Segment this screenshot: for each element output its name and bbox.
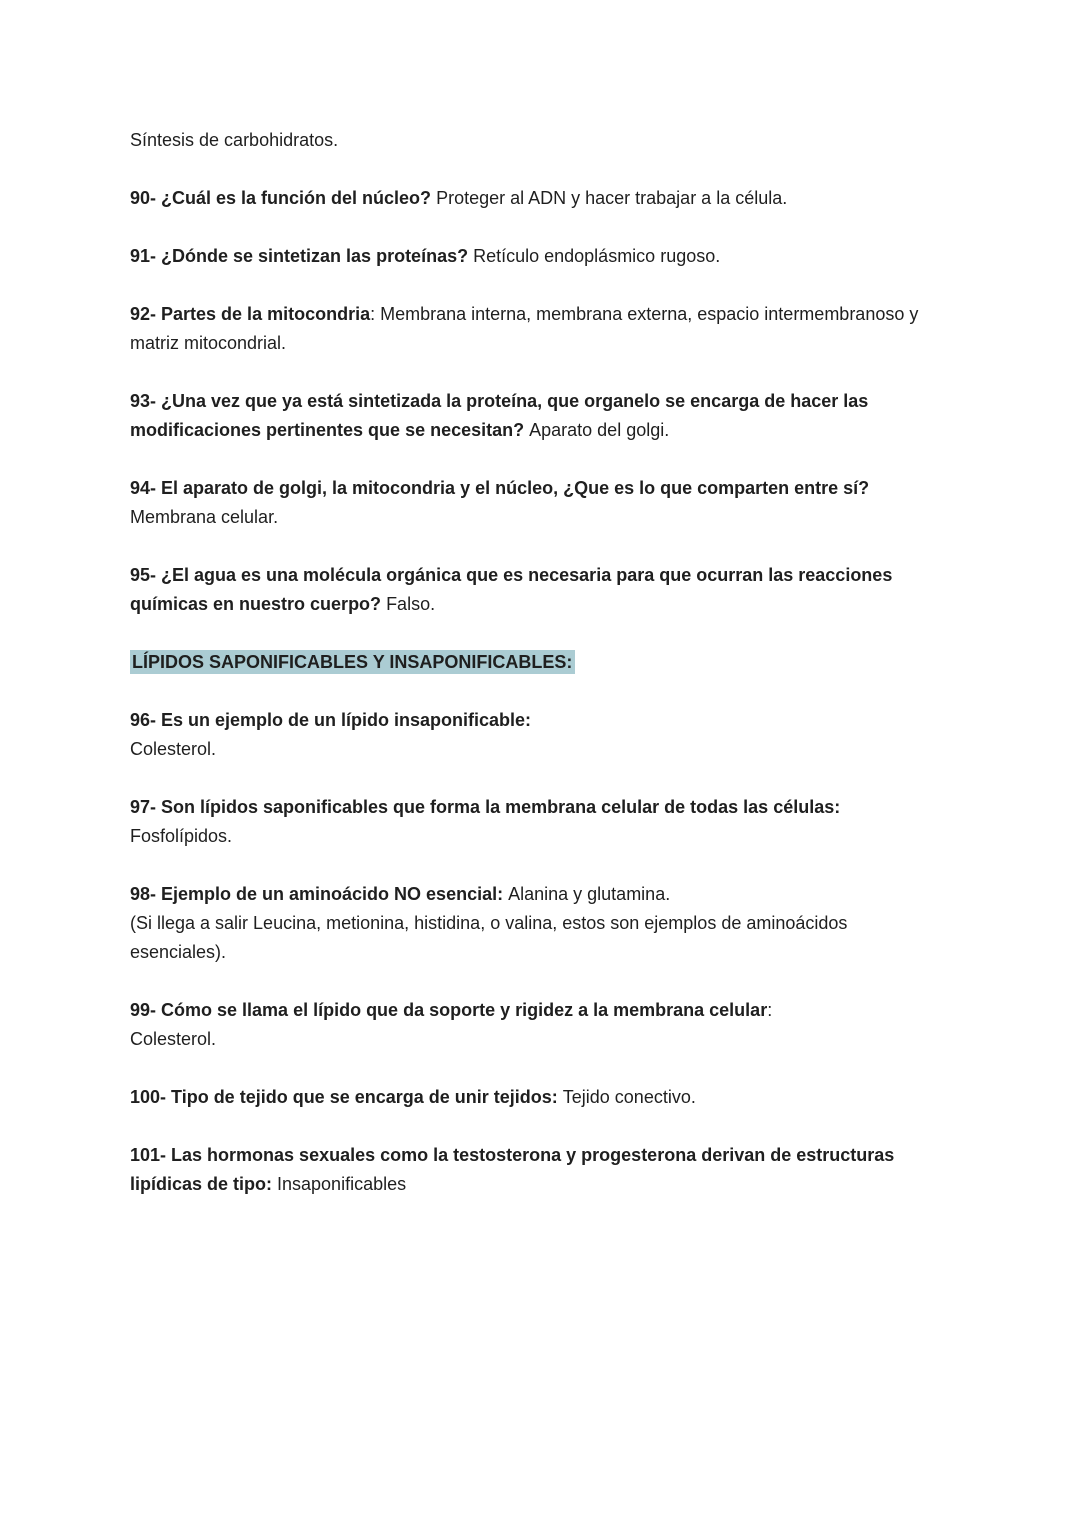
question-99 <box>130 996 932 1054</box>
question-96 <box>130 706 932 764</box>
question-text: 97- Son lípidos saponificables que forma la membrana celular de todas las células: <box>130 797 846 817</box>
question-text: 91- ¿Dónde se sintetizan las proteínas? <box>130 246 474 266</box>
answer-text: Insaponificables <box>277 1174 407 1194</box>
question-90 <box>130 184 932 213</box>
answer-text: Tejido conectivo. <box>562 1087 696 1107</box>
answer-text: Colesterol. <box>130 1029 217 1049</box>
question-95 <box>130 561 932 619</box>
answer-text: Fosfolípidos. <box>130 826 233 846</box>
document-body <box>130 126 932 1199</box>
question-98 <box>130 880 932 967</box>
question-91 <box>130 242 932 271</box>
question-92 <box>130 300 932 358</box>
question-text: 95- ¿El agua es una molécula orgánica que es necesaria para que ocurran las reacciones químicas en nuestro cuerpo? <box>130 565 898 614</box>
question-text: 94- El aparato de golgi, la mitocondria y el núcleo, ¿Que es lo que comparten entre sí? <box>130 478 875 498</box>
answer-continuation <box>130 126 932 155</box>
question-93 <box>130 387 932 445</box>
answer-text: Alanina y glutamina. <box>508 884 671 904</box>
answer-text: : <box>767 1000 773 1020</box>
section-heading-text: LÍPIDOS SAPONIFICABLES Y INSAPONIFICABLES: <box>130 650 575 674</box>
answer-text: : Membrana interna, membrana externa, espacio intermembranoso y matriz mitocondrial. <box>130 304 924 353</box>
question-text: 93- ¿Una vez que ya está sintetizada la proteína, que organelo se encarga de hacer las modificaciones pertinentes que se necesitan? <box>130 391 874 440</box>
question-94 <box>130 474 932 532</box>
question-text: 98- Ejemplo de un aminoácido NO esencial: <box>130 884 509 904</box>
answer-text: Falso. <box>386 594 436 614</box>
answer-text: (Si llega a salir Leucina, metionina, histidina, o valina, estos son ejemplos de aminoácidos esenciales). <box>130 913 853 962</box>
answer-text: Retículo endoplásmico rugoso. <box>473 246 721 266</box>
question-text: 96- Es un ejemplo de un lípido insaponificable: <box>130 710 532 730</box>
answer-text: Proteger al ADN y hacer trabajar a la célula. <box>436 188 788 208</box>
section-heading-lipidos <box>130 648 932 677</box>
question-text: 90- ¿Cuál es la función del núcleo? <box>130 188 437 208</box>
question-text: 99- Cómo se llama el lípido que da soporte y rigidez a la membrana celular <box>130 1000 768 1020</box>
question-100 <box>130 1083 932 1112</box>
question-97 <box>130 793 932 851</box>
question-101 <box>130 1141 932 1199</box>
question-text: 100- Tipo de tejido que se encarga de unir tejidos: <box>130 1087 563 1107</box>
question-text: 101- Las hormonas sexuales como la testosterona y progesterona derivan de estructuras lipídicas de tipo: <box>130 1145 900 1194</box>
question-text: 92- Partes de la mitocondria <box>130 304 371 324</box>
answer-text: Aparato del golgi. <box>529 420 670 440</box>
answer-text: Colesterol. <box>130 739 217 759</box>
answer-text: Síntesis de carbohidratos. <box>130 130 339 150</box>
answer-text: Membrana celular. <box>130 478 880 527</box>
